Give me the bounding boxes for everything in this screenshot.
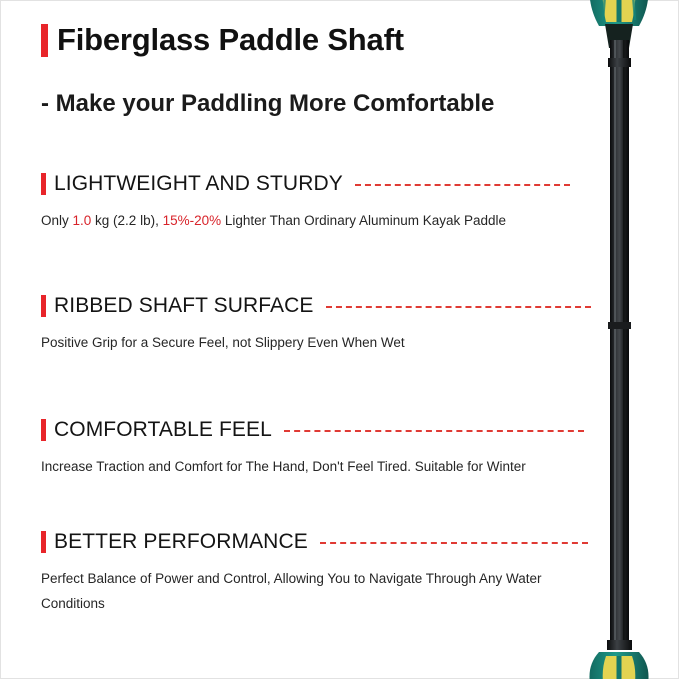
desc-segment: Lighter Than Ordinary Aluminum Kayak Paddle [221,213,507,228]
feature-item [41,530,591,617]
feature-description [41,567,591,617]
feature-heading-row [41,418,584,442]
blade-neck-top [605,24,633,48]
heading-accent-bar [41,419,46,441]
feature-heading: LIGHTWEIGHT AND STURDY [54,172,343,195]
feature-heading: BETTER PERFORMANCE [54,530,308,553]
desc-segment: Increase Traction and Comfort for The Hand, Don't Feel Tired. Suitable for Winter [41,459,526,474]
title-text: Fiberglass Paddle Shaft [57,22,404,57]
page-title [41,22,404,58]
feature-item [41,294,591,356]
feature-heading: RIBBED SHAFT SURFACE [54,294,314,317]
dashed-rule [284,430,584,432]
page-subtitle: - Make your Paddling More Comfortable [41,90,495,117]
paddle-blade-bottom [589,652,648,679]
paddle-collar-lower [607,640,632,650]
feature-description [41,209,570,234]
feature-item [41,172,570,234]
desc-highlight: 15%-20% [162,213,222,228]
feature-item [41,418,584,480]
desc-segment: Only [41,213,73,228]
desc-segment: Perfect Balance of Power and Control, Allowing You to Navigate Through Any Water Conditions [41,571,542,611]
shaft-rib-highlight [614,40,616,640]
dashed-rule [326,306,591,308]
title-accent-bar [41,24,48,57]
paddle-ferrule [608,322,631,329]
heading-accent-bar [41,295,46,317]
paddle-shaft [610,40,629,640]
desc-segment: Positive Grip for a Secure Feel, not Slippery Even When Wet [41,335,405,350]
feature-heading: COMFORTABLE FEEL [54,418,272,441]
feature-description [41,331,591,356]
paddle-collar-upper [608,58,631,67]
heading-accent-bar [41,173,46,195]
feature-heading-row [41,530,591,554]
dashed-rule [320,542,588,544]
desc-highlight: 1.0 [72,213,92,228]
dashed-rule [355,184,570,186]
feature-heading-row [41,172,570,196]
desc-segment: kg (2.2 lb), [91,213,163,228]
shaft-rib-shadow [623,40,625,640]
feature-description [41,455,584,480]
feature-heading-row [41,294,591,318]
paddle-blade-top [589,0,648,26]
heading-accent-bar [41,531,46,553]
